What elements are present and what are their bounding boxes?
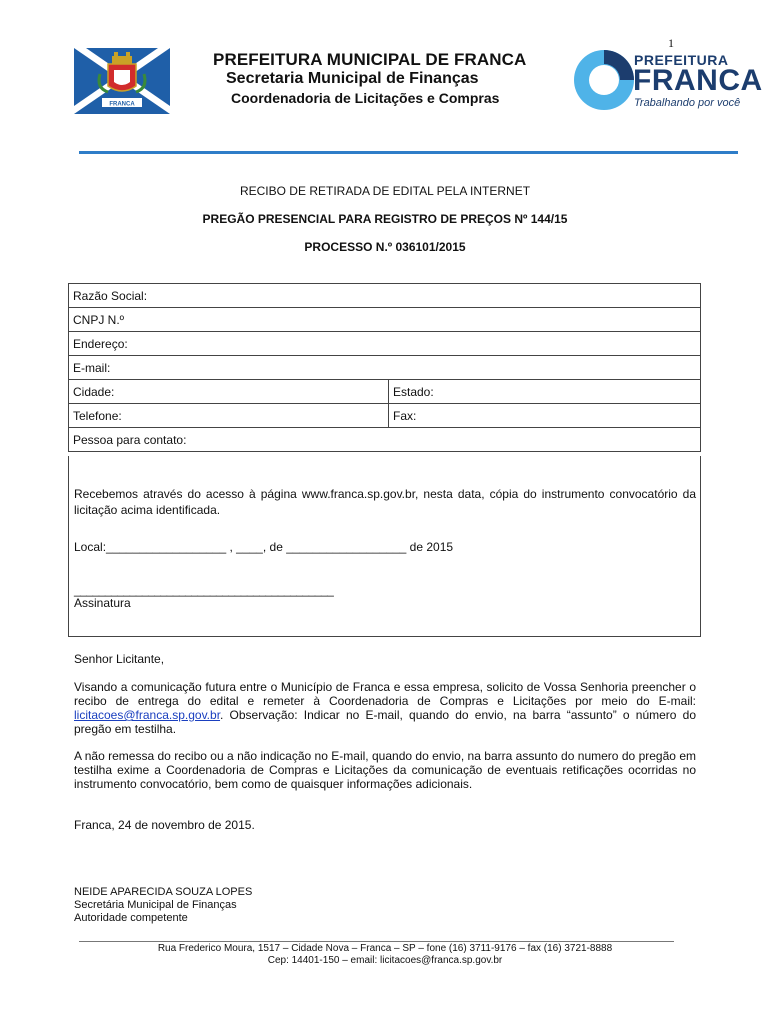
signature-line[interactable]: __________________________________________ — [74, 583, 334, 597]
field-email[interactable]: E-mail: — [69, 356, 701, 380]
signature-label: Assinatura — [74, 596, 131, 610]
field-contato[interactable]: Pessoa para contato: — [69, 428, 701, 452]
signatory-title: Autoridade competente — [74, 912, 188, 924]
pregao-heading: PREGÃO PRESENCIAL PARA REGISTRO DE PREÇOS Nº 144/15 — [202, 212, 568, 226]
instructions-text-before: Visando a comunicação futura entre o Município de Franca e essa empresa, solicito de Vossa Senhoria preencher o recibo de entrega do edital e remeter à Coordenadoria de Compras e Licitações por meio do E-mail: — [74, 680, 696, 708]
field-estado[interactable]: Estado: — [389, 380, 701, 404]
receipt-title: RECIBO DE RETIRADA DE EDITAL PELA INTERNET — [239, 184, 531, 198]
bidder-form-table — [68, 283, 701, 452]
document-date: Franca, 24 de novembro de 2015. — [74, 818, 255, 832]
field-cidade[interactable]: Cidade: — [69, 380, 389, 404]
logo-text-prefeitura: PREFEITURA — [634, 52, 729, 68]
header-divider — [79, 151, 738, 154]
header-department: Coordenadoria de Licitações e Compras — [231, 90, 500, 106]
field-endereco[interactable]: Endereço: — [69, 332, 701, 356]
footer-address: Rua Frederico Moura, 1517 – Cidade Nova – Franca – SP – fone (16) 3711-9176 – fax (16) 3721-8888 — [157, 943, 613, 954]
footer-divider — [79, 941, 674, 942]
logo-tagline: Trabalhando por você — [634, 97, 741, 109]
field-cnpj[interactable]: CNPJ N.º — [69, 308, 701, 332]
email-link[interactable]: licitacoes@franca.sp.gov.br — [74, 708, 221, 722]
instructions-paragraph — [74, 680, 696, 736]
header-subtitle: Secretaria Municipal de Finanças — [226, 70, 479, 87]
emblem-caption: FRANCA — [109, 101, 135, 108]
receipt-text: Recebemos através do acesso à página www.franca.sp.gov.br, nesta data, cópia do instrumento convocatório da licitação acima identificada. — [74, 487, 696, 517]
signatory-name: NEIDE APARECIDA SOUZA LOPES — [74, 886, 253, 898]
greeting: Senhor Licitante, — [74, 652, 165, 666]
header-title: PREFEITURA MUNICIPAL DE FRANCA — [213, 50, 527, 69]
field-fax[interactable]: Fax: — [389, 404, 701, 428]
logo-text-franca: FRANCA — [633, 64, 763, 97]
footer-contact: Cep: 14401-150 – email: licitacoes@franca.sp.gov.br — [267, 955, 503, 966]
field-telefone[interactable]: Telefone: — [69, 404, 389, 428]
page-number: 1 — [668, 36, 674, 50]
field-razao-social[interactable]: Razão Social: — [69, 284, 701, 308]
coat-of-arms-emblem — [74, 48, 170, 114]
warning-paragraph: A não remessa do recibo ou a não indicação no E-mail, quando do envio, na barra assunto do numero do pregão em testilha exime a Coordenadoria de Compras e Licitações da comunicação de eventuais retificações ocorridas no instrumento convocatório, bem como de quaisquer informações adicionais. — [74, 749, 696, 791]
signatory-block — [74, 886, 252, 925]
instructions-text-after: . Observação: Indicar no E-mail, quando do envio, na barra “assunto” o número do pregão em testilha. — [74, 708, 696, 736]
processo-heading: PROCESSO N.º 036101/2015 — [304, 240, 466, 254]
local-date-line[interactable]: Local:__________________ , ____, de __________________ de 2015 — [74, 540, 454, 554]
signatory-role: Secretária Municipal de Finanças — [74, 899, 237, 911]
